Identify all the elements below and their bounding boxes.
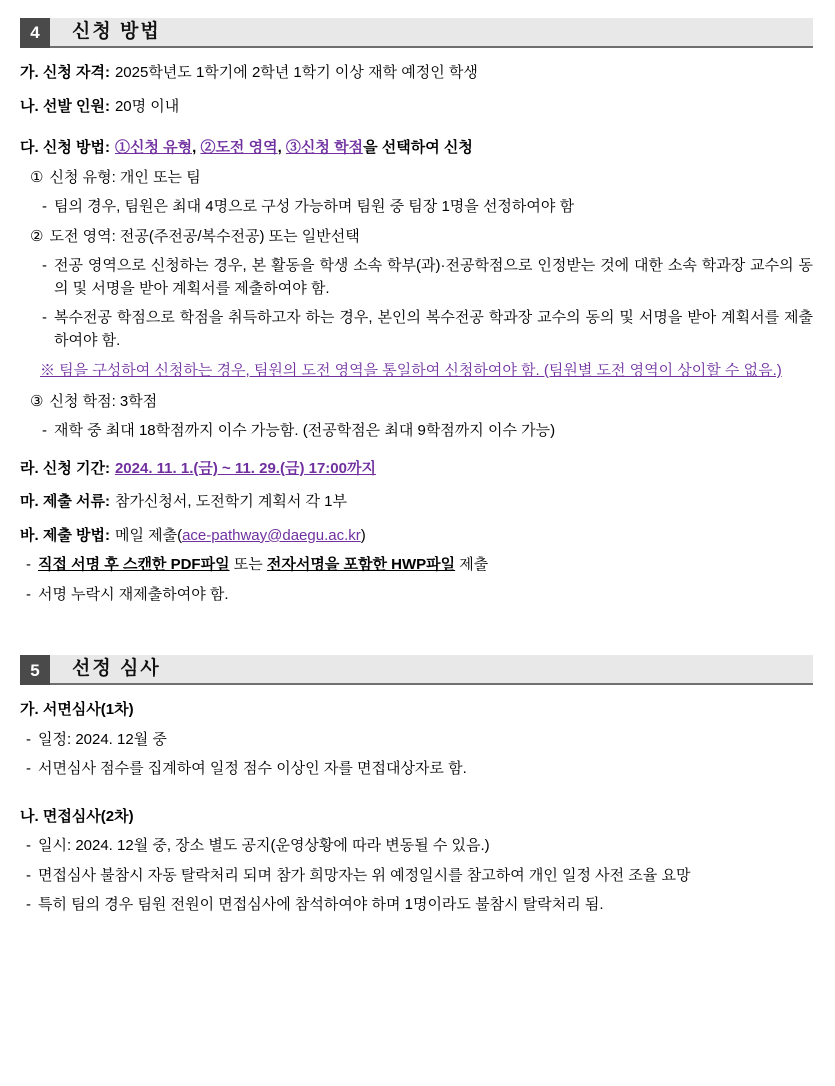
section-title: 신청 방법 <box>72 20 161 42</box>
section-number-badge: 5 <box>20 655 50 685</box>
spacer <box>20 129 813 137</box>
item-label: 라. 신청 기간: <box>20 459 110 477</box>
method-option-2: ②도전 영역 <box>200 139 278 156</box>
application-period-value: 2024. 11. 1.(금) ~ 11. 29.(금) 17:00까지 <box>114 459 376 477</box>
dash-marker: - <box>26 585 31 603</box>
sub-item-text: 신청 학점: 3학점 <box>49 392 158 410</box>
detail-text: 복수전공 학점으로 학점을 취득하고자 하는 경우, 본인의 복수전공 학과장 교수의 동의 및 서명을 받아 계획서를 제출하여야 함. <box>54 309 813 349</box>
method-option-1: ①신청 유형 <box>114 139 193 156</box>
item-label: 나. 선발 인원: <box>20 97 110 115</box>
sep-1: , <box>192 139 201 156</box>
detail-document-review-schedule <box>26 729 813 752</box>
dash-marker: - <box>26 896 31 914</box>
section-header-4 <box>20 18 813 48</box>
file-format-tail: 제출 <box>455 556 489 574</box>
item-text: 참가신청서, 도전학기 계획서 각 1부 <box>114 493 347 511</box>
submission-prefix: 메일 제출( <box>114 526 183 544</box>
item-document-review <box>20 699 813 722</box>
dash-marker: - <box>26 556 31 574</box>
item-label: 가. 서면심사(1차) <box>20 701 134 719</box>
item-application-method <box>20 137 813 160</box>
dash-marker: - <box>42 422 47 440</box>
sub-item-area <box>30 226 813 249</box>
item-text: 2025학년도 1학기에 2학년 1학기 이상 재학 예정인 학생 <box>114 64 478 81</box>
method-option-3: ③신청 학점 <box>285 139 364 156</box>
file-format-pdf: 직접 서명 후 스캔한 PDF파일 <box>38 556 230 574</box>
detail-text: 일정: 2024. 12월 중 <box>38 730 167 748</box>
sub-item-type <box>30 167 813 190</box>
item-submission-method <box>20 525 813 548</box>
dash-marker: - <box>42 198 47 215</box>
section-title: 선정 심사 <box>72 658 161 679</box>
dash-marker: - <box>42 309 47 326</box>
sub-item-credits <box>30 391 813 414</box>
email-link[interactable]: ace-pathway@daegu.ac.kr <box>182 526 361 544</box>
dash-marker: - <box>26 866 31 884</box>
detail-file-format <box>26 554 813 577</box>
dash-marker: - <box>26 837 31 855</box>
dash-marker: - <box>26 760 31 778</box>
detail-text <box>38 554 813 577</box>
detail-text: 서면심사 점수를 집계하여 일정 점수 이상인 자를 면접대상자로 함. <box>38 760 467 778</box>
note-team-area-unify: ※ 팀을 구성하여 신청하는 경우, 팀원의 도전 영역을 통일하여 신청하여야 함. (팀원별 도전 영역이 상이할 수 없음.) <box>40 362 782 379</box>
dash-marker: - <box>26 730 31 748</box>
item-interview-review <box>20 806 813 829</box>
item-application-eligibility <box>20 62 813 85</box>
file-format-sep: 또는 <box>229 556 267 574</box>
circled-number-1: ① <box>30 168 44 186</box>
spacer <box>20 450 813 458</box>
item-label: 바. 제출 방법: <box>20 526 110 544</box>
detail-text: 서명 누락시 재제출하여야 함. <box>38 585 229 603</box>
detail-interview-absence <box>26 865 813 888</box>
detail-interview-schedule <box>26 835 813 858</box>
circled-number-3: ③ <box>30 392 44 410</box>
circled-number-2: ② <box>30 227 44 245</box>
detail-interview-team-attendance <box>26 894 813 917</box>
spacer <box>20 788 813 806</box>
detail-max-credits <box>42 420 813 443</box>
sub-item-text: 신청 유형: 개인 또는 팀 <box>49 168 201 186</box>
detail-text: 전공 영역으로 신청하는 경우, 본 활동을 학생 소속 학부(과)·전공학점으로 인정받는 것에 대한 소속 학과장 교수의 동의 및 서명을 받아 계획서를 제출하여야 함. <box>54 257 813 297</box>
detail-major-area <box>42 255 813 300</box>
spacer <box>20 613 813 647</box>
detail-document-review-scoring <box>26 758 813 781</box>
item-selection-count <box>20 96 813 119</box>
dash-marker: - <box>42 257 47 274</box>
detail-text: 팀의 경우, 팀원은 최대 4명으로 구성 가능하며 팀원 중 팀장 1명을 선정하여야 함 <box>54 198 575 215</box>
item-label: 다. 신청 방법: <box>20 139 110 156</box>
item-required-documents <box>20 491 813 514</box>
section-title-bar <box>50 655 813 685</box>
sep-2: , <box>277 139 286 156</box>
item-text: 20명 이내 <box>114 97 180 115</box>
submission-suffix: ) <box>360 526 366 544</box>
item-label: 마. 제출 서류: <box>20 493 110 511</box>
file-format-hwp: 전자서명을 포함한 HWP파일 <box>266 556 456 574</box>
detail-text: 재학 중 최대 18학점까지 이수 가능함. (전공학점은 최대 9학점까지 이수 가능) <box>54 422 556 440</box>
detail-team-composition <box>42 196 813 219</box>
item-label: 가. 신청 자격: <box>20 64 110 81</box>
sub-item-text: 도전 영역: 전공(주전공/복수전공) 또는 일반선택 <box>49 227 360 245</box>
detail-text: 일시: 2024. 12월 중, 장소 별도 공지(운영상황에 따라 변동될 수 있음.) <box>38 837 490 855</box>
item-label: 나. 면접심사(2차) <box>20 807 134 825</box>
section-title-bar <box>50 18 813 48</box>
detail-double-major <box>42 307 813 352</box>
item-text <box>115 137 813 160</box>
item-application-period <box>20 458 813 481</box>
detail-text: 면접심사 불참시 자동 탈락처리 되며 참가 희망자는 위 예정일시를 참고하여 개인 일정 사전 조율 요망 <box>38 866 691 884</box>
detail-text: 특히 팀의 경우 팀원 전원이 면접심사에 참석하여야 하며 1명이라도 불참시 탈락처리 됨. <box>38 896 604 914</box>
section-header-5 <box>20 655 813 685</box>
section-number-badge: 4 <box>20 18 50 48</box>
method-tail: 을 선택하여 신청 <box>363 139 473 156</box>
item-text <box>115 525 813 548</box>
detail-signature-missing <box>26 584 813 607</box>
